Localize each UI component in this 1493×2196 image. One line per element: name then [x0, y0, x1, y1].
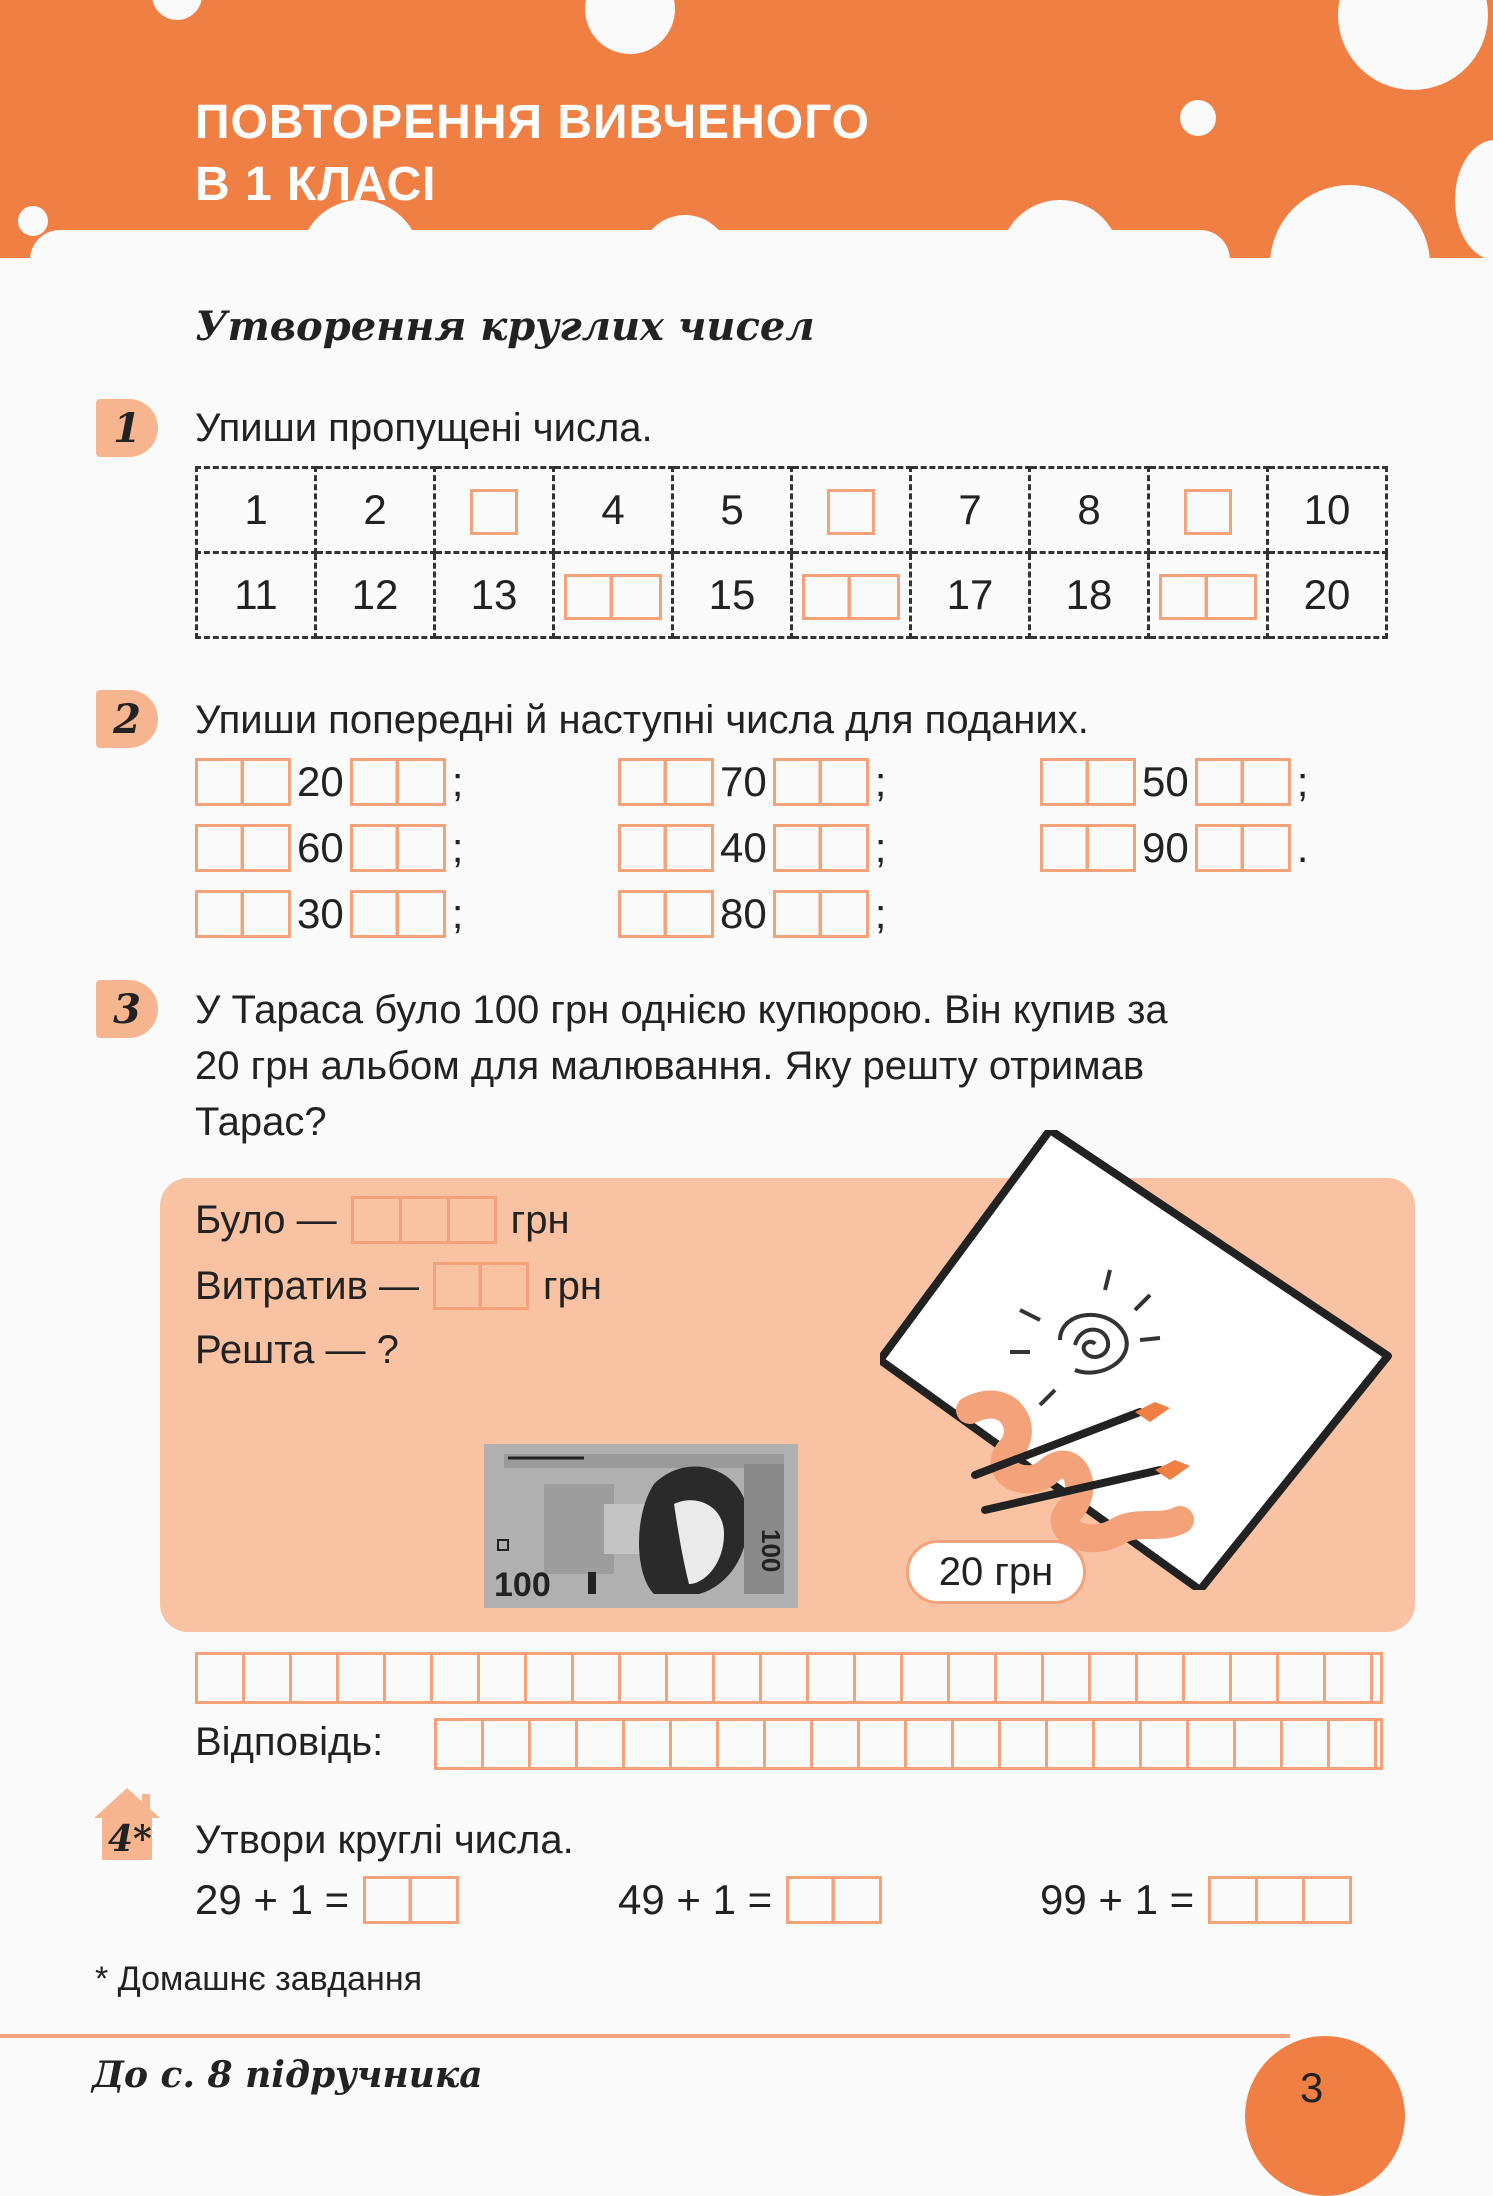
table-cell-empty: [554, 553, 673, 638]
section-title: Утворення круглих чисел: [195, 303, 815, 350]
answer-box[interactable]: [618, 824, 714, 872]
answer-box[interactable]: [350, 890, 446, 938]
had-label: Було —: [195, 1197, 337, 1242]
table-cell: 15: [673, 553, 792, 638]
answer-box[interactable]: [1208, 1876, 1352, 1924]
solution-row[interactable]: [195, 1652, 1383, 1704]
neighbour-item: [618, 890, 886, 938]
banknote-side-value: 100: [756, 1529, 786, 1573]
answer-box[interactable]: [350, 758, 446, 806]
answer-box[interactable]: [1040, 824, 1136, 872]
rest-label: Решта — ?: [195, 1328, 399, 1372]
given-number: 40: [720, 824, 767, 871]
answer-box[interactable]: [618, 758, 714, 806]
answer-box[interactable]: [802, 574, 900, 620]
answer-box[interactable]: [1040, 758, 1136, 806]
decor-bubble: [18, 206, 48, 236]
table-cell: 17: [911, 553, 1030, 638]
expression-text: 49 + 1 =: [618, 1876, 773, 1923]
answer-box[interactable]: [1195, 758, 1291, 806]
answer-box[interactable]: [564, 574, 662, 620]
had-line: [195, 1196, 570, 1244]
decor-bubble: [1000, 200, 1120, 258]
decor-bubble: [640, 215, 730, 258]
decor-bubble: [1270, 185, 1430, 258]
numbers-table: [195, 466, 1388, 639]
table-cell: 2: [316, 468, 435, 553]
separator: ;: [874, 758, 887, 805]
separator: ;: [451, 824, 464, 871]
table-cell: 18: [1030, 553, 1149, 638]
table-cell: 12: [316, 553, 435, 638]
table-cell-empty: [1149, 468, 1268, 553]
task-number-badge: 1: [96, 399, 158, 457]
neighbour-item: [195, 824, 463, 872]
banknote-image: [484, 1444, 798, 1608]
answer-box[interactable]: [195, 824, 291, 872]
separator: .: [1296, 824, 1309, 871]
decor-bubble: [1455, 140, 1493, 258]
given-number: 30: [297, 890, 344, 937]
price-tag: 20 грн: [906, 1540, 1086, 1604]
page-header: [0, 0, 1493, 258]
spent-label: Витратив —: [195, 1263, 419, 1308]
given-number: 20: [297, 758, 344, 805]
table-cell-empty: [1149, 553, 1268, 638]
table-cell: 20: [1268, 553, 1387, 638]
task-3-line1: [195, 982, 1415, 1038]
answer-box[interactable]: [195, 758, 291, 806]
text-line: У Тараса було 100 грн однією купюрою. Він купив за: [195, 988, 1168, 1032]
spent-line: [195, 1262, 602, 1310]
expression: [1040, 1876, 1352, 1924]
answer-box[interactable]: [786, 1876, 882, 1924]
rest-line: [195, 1328, 399, 1373]
answer-box[interactable]: [773, 758, 869, 806]
decor-bubble: [1338, 0, 1488, 90]
separator: ;: [1296, 758, 1309, 805]
currency-label: грн: [510, 1197, 570, 1242]
neighbour-item: [618, 824, 886, 872]
task-number-badge: 3: [96, 980, 158, 1038]
separator: ;: [874, 890, 887, 937]
expression-text: 29 + 1 =: [195, 1876, 350, 1923]
page-number: 3: [1300, 2064, 1324, 2111]
table-cell: 5: [673, 468, 792, 553]
given-number: 70: [720, 758, 767, 805]
page-title-line1: ПОВТОРЕННЯ ВИВЧЕНОГО: [195, 96, 870, 149]
task-3-line3: Тарас?: [195, 1100, 327, 1144]
banknote-illustration: [484, 1444, 798, 1608]
table-cell: 1: [197, 468, 316, 553]
table-cell: 10: [1268, 468, 1387, 553]
page-title: [195, 92, 870, 216]
answer-box[interactable]: [470, 489, 518, 535]
answer-box[interactable]: [618, 890, 714, 938]
task-2-text: Упиши попередні й наступні числа для поданих.: [195, 698, 1089, 742]
expression: [195, 1876, 459, 1924]
answer-box[interactable]: [773, 824, 869, 872]
answer-box[interactable]: [195, 890, 291, 938]
decor-bubble: [585, 0, 675, 54]
answer-row[interactable]: [434, 1718, 1383, 1770]
table-cell: 11: [197, 553, 316, 638]
task-1-text: Упиши пропущені числа.: [195, 406, 653, 450]
task-number-badge: 2: [96, 690, 158, 748]
currency-label: грн: [542, 1263, 602, 1308]
answer-box[interactable]: [1184, 489, 1232, 535]
task-3-line2: 20 грн альбом для малювання. Яку решту отримав: [195, 1044, 1145, 1088]
table-cell: 13: [435, 553, 554, 638]
footer-divider: [0, 2034, 1290, 2038]
table-cell: 4: [554, 468, 673, 553]
answer-box[interactable]: [1159, 574, 1257, 620]
task-number-badge: 4*: [108, 1818, 152, 1860]
given-number: 90: [1142, 824, 1189, 871]
page-number-badge: [1245, 2036, 1405, 2196]
answer-box[interactable]: [773, 890, 869, 938]
answer-box[interactable]: [1195, 824, 1291, 872]
decor-bubble: [1180, 100, 1216, 136]
table-cell-empty: [792, 468, 911, 553]
separator: ;: [451, 890, 464, 937]
neighbour-item: [1040, 758, 1308, 806]
task-3-text: [195, 982, 1415, 1150]
separator: ;: [874, 824, 887, 871]
answer-box[interactable]: [363, 1876, 459, 1924]
neighbour-item: [1040, 824, 1308, 872]
neighbour-item: [195, 758, 463, 806]
answer-box[interactable]: [350, 824, 446, 872]
textbook-reference: До с. 8 підручника: [92, 2054, 483, 2096]
given-number: 50: [1142, 758, 1189, 805]
answer-box[interactable]: [827, 489, 875, 535]
expression: [618, 1876, 882, 1924]
answer-box[interactable]: [433, 1262, 529, 1310]
task-4-text: Утвори круглі числа.: [195, 1818, 574, 1862]
banknote-value: 100: [494, 1566, 551, 1604]
album-illustration: [880, 1130, 1400, 1590]
neighbour-item: [195, 890, 463, 938]
given-number: 80: [720, 890, 767, 937]
given-number: 60: [297, 824, 344, 871]
table-cell: 7: [911, 468, 1030, 553]
expression-text: 99 + 1 =: [1040, 1876, 1195, 1923]
table-cell: 8: [1030, 468, 1149, 553]
table-row: [197, 553, 1387, 638]
separator: ;: [451, 758, 464, 805]
table-cell-empty: [792, 553, 911, 638]
footnote: * Домашнє завдання: [95, 1960, 423, 1998]
table-cell-empty: [435, 468, 554, 553]
answer-label: Відповідь:: [195, 1720, 384, 1764]
decor-bubble: [152, 0, 202, 20]
table-row: [197, 468, 1387, 553]
answer-box[interactable]: [351, 1196, 497, 1244]
neighbour-item: [618, 758, 886, 806]
page-title-line2: В 1 КЛАСІ: [195, 158, 437, 211]
